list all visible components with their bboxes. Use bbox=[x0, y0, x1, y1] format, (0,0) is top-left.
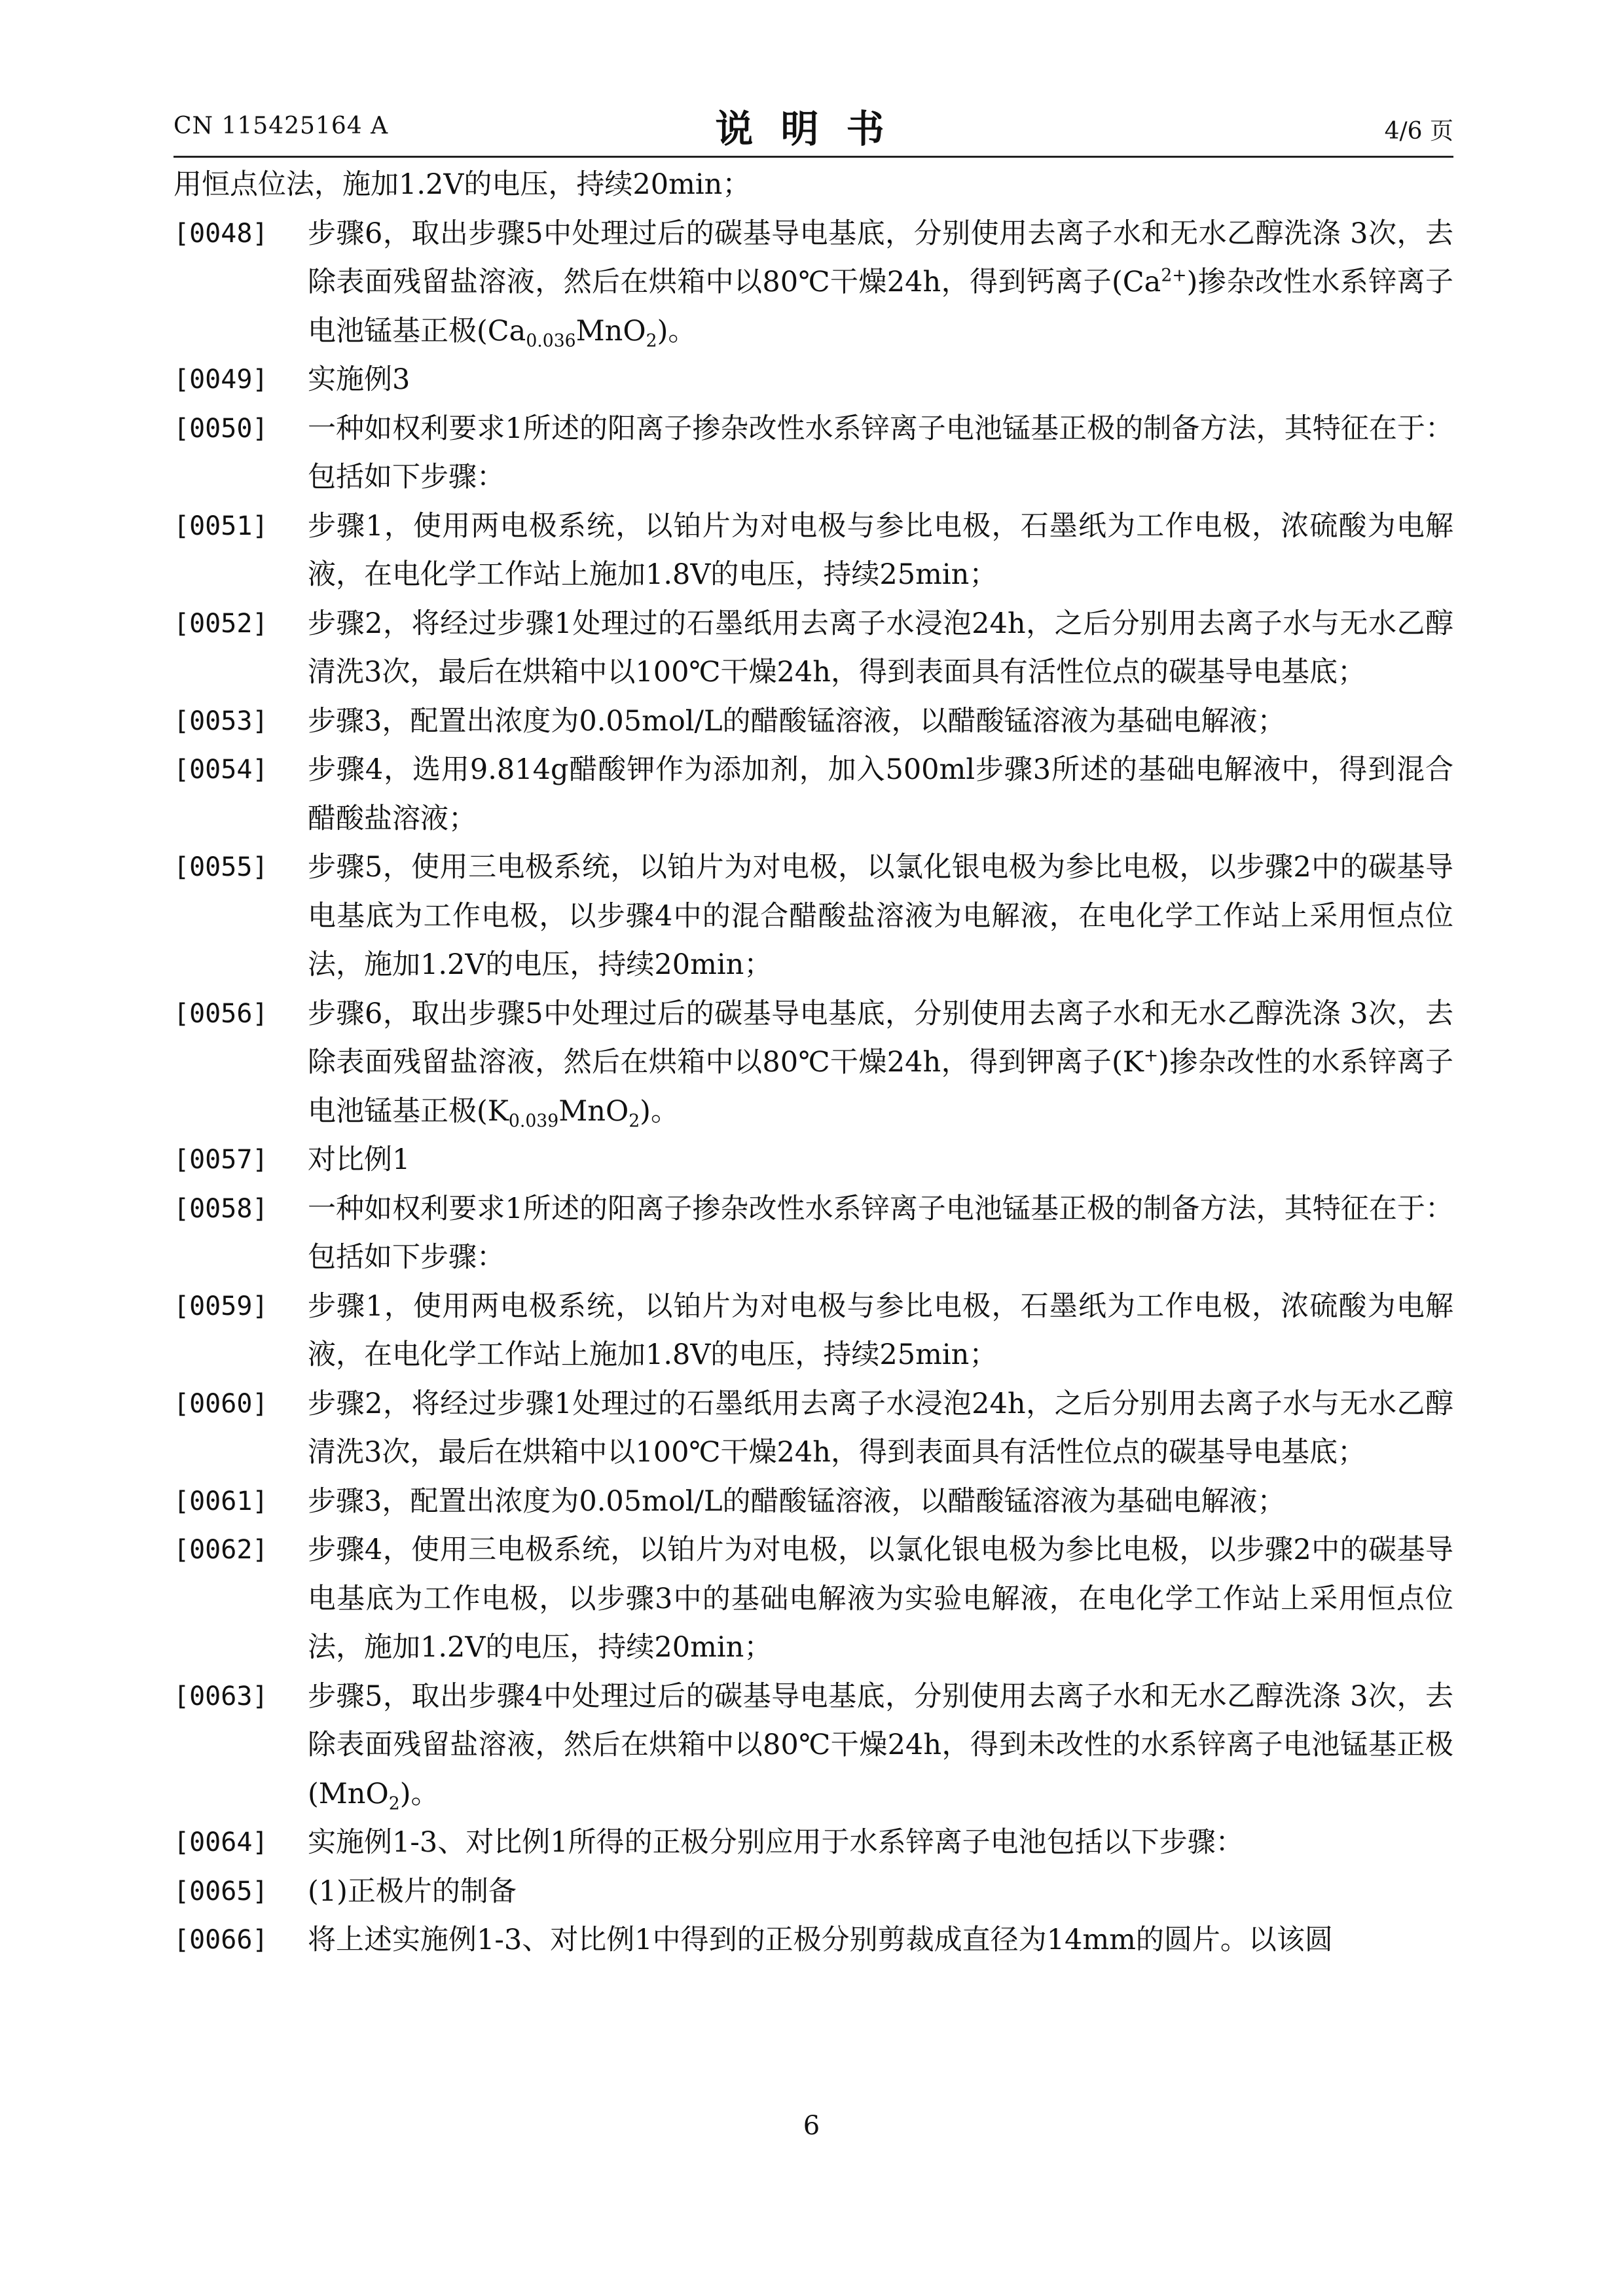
paragraph-text: 步骤6，取出步骤5中处理过后的碳基导电基底，分别使用去离子水和无水乙醇洗涤 3次，去除表面残留盐溶液，然后在烘箱中以80℃干燥24h，得到钙离子(Ca bbox=[308, 217, 1453, 298]
paragraph bbox=[173, 1185, 1453, 1282]
paragraph-text: 步骤2，将经过步骤1处理过的石墨纸用去离子水浸泡24h，之后分别用去离子水与无水乙醇清洗3次，最后在烘箱中以100℃干燥24h，得到表面具有活性位点的碳基导电基底； bbox=[308, 607, 1453, 689]
paragraph-text: 步骤1，使用两电极系统，以铂片为对电极与参比电极，石墨纸为工作电极，浓硫酸为电解液，在电化学工作站上施加1.8V的电压，持续25min； bbox=[308, 509, 1453, 591]
paragraph-text: 用恒点位法，施加1.2V的电压，持续20min； bbox=[173, 168, 751, 201]
paragraph-text: 步骤4，使用三电极系统，以铂片为对电极，以氯化银电极为参比电极，以步骤2中的碳基导电基底为工作电极，以步骤3中的基础电解液为实验电解液，在电化学工作站上采用恒点位法，施加1.2V的电压，持续20min； bbox=[308, 1534, 1453, 1664]
paragraph-number: [0050] bbox=[173, 413, 268, 444]
paragraph-text: )。 bbox=[399, 1777, 439, 1810]
paragraph-text: MnO bbox=[575, 314, 646, 348]
subscript-text: 0.036 bbox=[526, 331, 576, 351]
paragraph-number: [0065] bbox=[173, 1876, 268, 1907]
paragraph-number: [0053] bbox=[173, 706, 268, 736]
paragraph bbox=[173, 843, 1453, 990]
paragraph bbox=[173, 600, 1453, 697]
paragraph-text: )。 bbox=[657, 314, 697, 348]
paragraph-text: )掺杂改性的水系锌离子电池锰基正极(K bbox=[308, 1046, 1453, 1128]
paragraph bbox=[173, 1818, 1453, 1867]
paragraph bbox=[173, 990, 1453, 1136]
paragraph bbox=[173, 1916, 1453, 1965]
paragraph bbox=[173, 1867, 1453, 1916]
paragraph bbox=[173, 1136, 1453, 1185]
paragraph-text: 步骤6，取出步骤5中处理过后的碳基导电基底，分别使用去离子水和无水乙醇洗涤 3次，去除表面残留盐溶液，然后在烘箱中以80℃干燥24h，得到钾离子(K bbox=[308, 997, 1453, 1079]
paragraph bbox=[173, 404, 1453, 502]
paragraph-text: MnO bbox=[558, 1094, 629, 1128]
paragraph-text: 对比例1 bbox=[308, 1143, 410, 1176]
page-number: 6 bbox=[803, 2111, 820, 2141]
paragraph-text: 实施例1-3、对比例1所得的正极分别应用于水系锌离子电池包括以下步骤： bbox=[308, 1826, 1244, 1859]
paragraph-text: 步骤3，配置出浓度为0.05mol/L的醋酸锰溶液，以醋酸锰溶液为基础电解液； bbox=[308, 704, 1286, 738]
paragraph-number: [0052] bbox=[173, 608, 268, 639]
paragraph-text: 步骤4，选用9.814g醋酸钾作为添加剂，加入500ml步骤3所述的基础电解液中，得到混合醋酸盐溶液； bbox=[308, 753, 1453, 835]
paragraph bbox=[173, 697, 1453, 746]
paragraph-text: 步骤5，取出步骤4中处理过后的碳基导电基底，分别使用去离子水和无水乙醇洗涤 3次，去除表面残留盐溶液，然后在烘箱中以80℃干燥24h，得到未改性的水系锌离子电池锰基正极(MnO bbox=[308, 1679, 1453, 1810]
page-header bbox=[173, 98, 1453, 151]
paragraph-text: 步骤3，配置出浓度为0.05mol/L的醋酸锰溶液，以醋酸锰溶液为基础电解液； bbox=[308, 1484, 1286, 1518]
paragraph bbox=[173, 1380, 1453, 1477]
paragraph-number: [0064] bbox=[173, 1827, 268, 1857]
superscript-text: + bbox=[1143, 1045, 1159, 1066]
paragraph-text: (1)正极片的制备 bbox=[308, 1874, 517, 1908]
paragraph-number: [0054] bbox=[173, 755, 268, 785]
paragraph-text: 步骤5，使用三电极系统，以铂片为对电极，以氯化银电极为参比电极，以步骤2中的碳基导电基底为工作电极，以步骤4中的混合醋酸盐溶液为电解液，在电化学工作站上采用恒点位法，施加1.2V的电压，持续20min； bbox=[308, 851, 1453, 981]
paragraph bbox=[173, 1526, 1453, 1672]
paragraph-text: 实施例3 bbox=[308, 363, 410, 396]
paragraph-number: [0062] bbox=[173, 1535, 268, 1565]
paragraph-number: [0048] bbox=[173, 218, 268, 249]
publication-number: CN 115425164 A bbox=[173, 113, 389, 139]
paragraph-number: [0051] bbox=[173, 511, 268, 541]
paragraph-number: [0058] bbox=[173, 1193, 268, 1224]
paragraph-number: [0059] bbox=[173, 1291, 268, 1321]
paragraph bbox=[173, 1672, 1453, 1819]
paragraph-text: 一种如权利要求1所述的阳离子掺杂改性水系锌离子电池锰基正极的制备方法，其特征在于：包括如下步骤： bbox=[308, 1192, 1453, 1274]
superscript-text: 2+ bbox=[1161, 265, 1187, 286]
paragraph-text: 一种如权利要求1所述的阳离子掺杂改性水系锌离子电池锰基正极的制备方法，其特征在于：包括如下步骤： bbox=[308, 412, 1453, 493]
paragraph bbox=[173, 355, 1453, 404]
subscript-text: 0.039 bbox=[508, 1111, 559, 1132]
paragraph-number: [0056] bbox=[173, 998, 268, 1029]
paragraph bbox=[173, 209, 1453, 356]
document-body bbox=[173, 160, 1453, 1965]
paragraph-number: [0057] bbox=[173, 1145, 268, 1175]
page-indicator: 4/6 页 bbox=[1384, 118, 1453, 145]
paragraph-number: [0060] bbox=[173, 1388, 268, 1419]
header-divider bbox=[173, 156, 1453, 158]
paragraph bbox=[173, 160, 1453, 209]
paragraph-number: [0061] bbox=[173, 1486, 268, 1516]
paragraph-text: 步骤1，使用两电极系统，以铂片为对电极与参比电极，石墨纸为工作电极，浓硫酸为电解液，在电化学工作站上施加1.8V的电压，持续25min； bbox=[308, 1289, 1453, 1371]
subscript-text: 2 bbox=[646, 331, 657, 351]
subscript-text: 2 bbox=[388, 1793, 400, 1814]
paragraph-number: [0066] bbox=[173, 1925, 268, 1955]
paragraph bbox=[173, 1477, 1453, 1526]
subscript-text: 2 bbox=[629, 1111, 640, 1132]
paragraph-text: 步骤2，将经过步骤1处理过的石墨纸用去离子水浸泡24h，之后分别用去离子水与无水乙醇清洗3次，最后在烘箱中以100℃干燥24h，得到表面具有活性位点的碳基导电基底； bbox=[308, 1387, 1453, 1469]
paragraph-text: )掺杂改性水系锌离子电池锰基正极(Ca bbox=[308, 266, 1453, 348]
paragraph-number: [0049] bbox=[173, 365, 268, 395]
paragraph-number: [0055] bbox=[173, 852, 268, 882]
document-title: 说明书 bbox=[715, 107, 912, 151]
paragraph bbox=[173, 1282, 1453, 1380]
paragraph-number: [0063] bbox=[173, 1681, 268, 1712]
paragraph bbox=[173, 502, 1453, 600]
paragraph-text: 将上述实施例1-3、对比例1中得到的正极分别剪裁成直径为14mm的圆片。以该圆 bbox=[308, 1924, 1333, 1956]
paragraph-text: )。 bbox=[640, 1094, 679, 1128]
paragraph bbox=[173, 745, 1453, 843]
